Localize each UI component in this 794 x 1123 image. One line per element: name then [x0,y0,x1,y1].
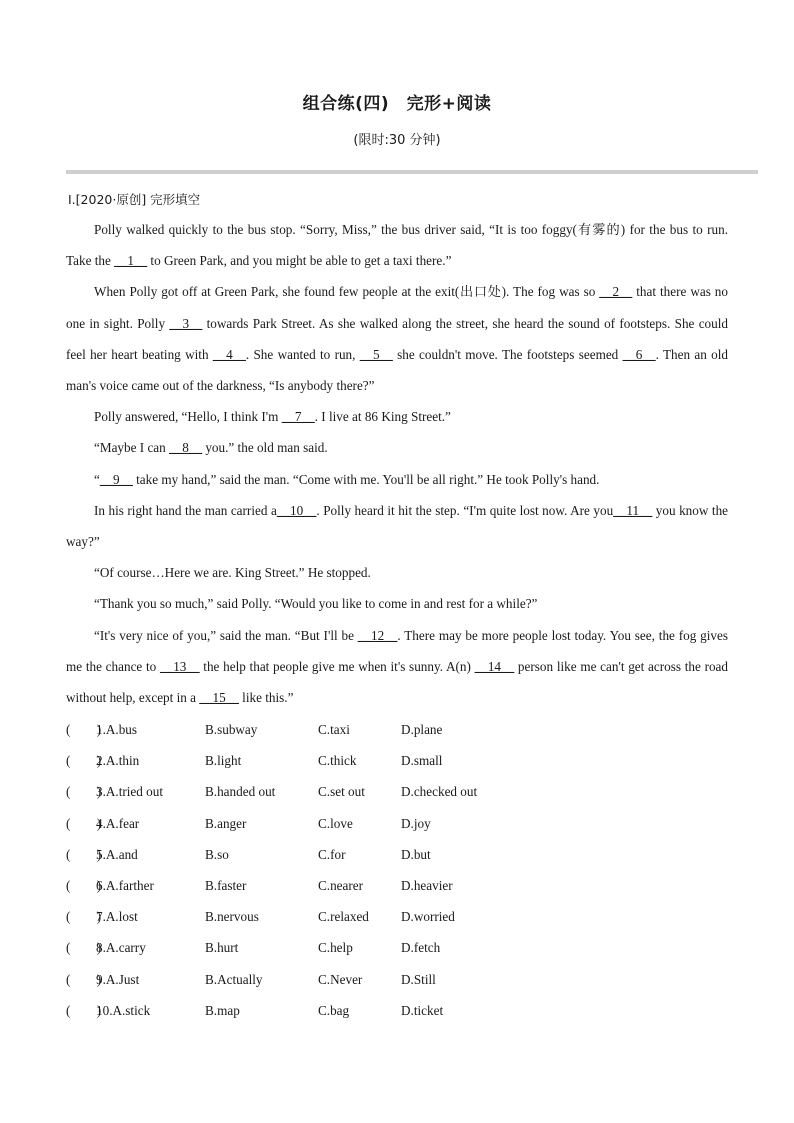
option-b[interactable]: B.map [205,1002,240,1018]
passage-text: take my hand,” said the man. “Come with me. You'll be all right.” He took Polly's hand. [132,471,600,487]
question-row [66,714,666,745]
answer-bracket[interactable]: ( ) [66,940,102,956]
answer-blank[interactable]: __2__ [599,284,633,300]
option-b[interactable]: B.so [205,846,229,862]
answer-blank[interactable]: __11__ [613,502,653,518]
passage-text: “It's very nice of you,” said the man. “But I'll be [94,627,358,643]
option-c[interactable]: C.love [318,815,353,831]
answer-bracket[interactable]: ( ) [66,909,102,925]
option-a[interactable]: 6.A.farther [96,877,154,893]
option-b[interactable]: B.faster [205,877,247,893]
option-d[interactable]: D.ticket [401,1002,444,1018]
passage-text: towards Park Street. As she walked along the street, she heard the sound of footsteps. She could feel her heart beating with [66,315,728,362]
passage-text: she couldn't move. The footsteps seemed [392,346,623,362]
passage-text: “Maybe I can [94,440,170,456]
question-row [66,870,666,901]
option-a[interactable]: 7.A.lost [96,909,138,925]
question-row [66,839,666,870]
question-row [66,995,666,1026]
option-a[interactable]: 5.A.and [96,846,138,862]
passage-text: . I live at 86 King Street.” [314,409,451,425]
option-c[interactable]: C.nearer [318,877,364,893]
question-row [66,964,666,995]
answer-blank[interactable]: __12__ [357,627,398,643]
answer-bracket[interactable]: ( ) [66,877,102,893]
option-d[interactable]: D.plane [401,722,443,737]
answer-blank[interactable]: __14__ [474,658,515,674]
option-b[interactable]: B.light [205,753,242,769]
answer-bracket[interactable]: ( ) [66,753,102,769]
passage-text: Polly answered, “Hello, I think I'm [94,409,282,425]
passage-paragraph [66,464,728,495]
passage-text: to Green Park, and you might be able to get a taxi there.” [147,253,452,269]
passage-paragraph [66,214,728,276]
passage-text: Polly walked quickly to the bus stop. “Sorry, Miss,” the bus driver said, “It is too foggy(有雾的) for the bus to run. Take the [66,222,728,269]
option-b[interactable]: B.handed out [205,784,276,800]
option-c[interactable]: C.thick [318,753,357,769]
answer-blank[interactable]: __9__ [99,471,133,487]
answer-bracket[interactable]: ( ) [66,1002,102,1018]
option-a[interactable]: 9.A.Just [96,971,140,987]
question-row [66,932,666,963]
passage-text: In his right hand the man carried a [94,502,277,518]
passage-paragraph [66,557,728,588]
cloze-passage [66,214,728,713]
option-d[interactable]: D.fetch [401,940,441,956]
option-d[interactable]: D.but [401,846,431,862]
passage-paragraph [66,432,728,463]
option-c[interactable]: C.bag [318,1002,350,1018]
answer-blank[interactable]: __6__ [622,346,656,362]
question-row [66,776,666,807]
answer-bracket[interactable]: ( ) [66,971,102,987]
question-row [66,901,666,932]
option-d[interactable]: D.Still [401,971,436,987]
answer-bracket[interactable]: ( ) [66,722,102,737]
passage-text: you.” the old man said. [202,440,328,456]
option-a[interactable]: 2.A.thin [96,753,140,769]
option-c[interactable]: C.help [318,940,353,956]
option-c[interactable]: C.for [318,846,346,862]
question-row [66,745,666,776]
answer-blank[interactable]: __4__ [212,346,246,362]
answer-blank[interactable]: __5__ [359,346,393,362]
passage-text: . She wanted to run, [245,346,360,362]
answer-blank[interactable]: __3__ [169,315,203,331]
passage-paragraph [66,495,728,557]
passage-text: . Polly heard it hit the step. “I'm quite lost now. Are you [316,502,614,518]
option-a[interactable]: 3.A.tried out [96,784,164,800]
option-b[interactable]: B.nervous [205,909,259,925]
option-a[interactable]: 4.A.fear [96,815,140,831]
option-c[interactable]: C.taxi [318,722,350,737]
passage-text: you know the way?” [66,502,729,550]
time-limit: (限时:30 分钟) [353,133,441,148]
option-a[interactable]: 10.A.stick [96,1002,151,1018]
option-d[interactable]: D.joy [401,815,431,831]
option-b[interactable]: B.hurt [205,940,239,956]
passage-text: When Polly got off at Green Park, she found few people at the exit(出口处). The fog was so [94,284,600,300]
passage-paragraph [66,276,728,401]
option-d[interactable]: D.worried [401,909,455,925]
answer-blank[interactable]: __13__ [160,658,200,674]
section-heading: Ⅰ.[2020·原创] 完形填空 [68,192,201,207]
passage-text: “Thank you so much,” said Polly. “Would you like to come in and rest for a while?” [94,596,538,612]
answer-blank[interactable]: __8__ [169,440,203,456]
passage-text: “Of course…Here we are. King Street.” He stopped. [94,565,371,581]
passage-paragraph [66,588,728,619]
answer-blank[interactable]: __1__ [114,253,148,269]
option-d[interactable]: D.small [401,753,443,769]
passage-text: . Then an old man's voice came out of the darkness, “Is anybody there?” [66,346,729,394]
answer-blank[interactable]: __15__ [199,690,239,706]
header-divider [66,170,758,174]
option-b[interactable]: B.anger [205,815,247,831]
passage-paragraph [66,401,728,432]
page-title: 组合练(四) 完形+阅读 [302,94,492,114]
passage-text: the help that people give me when it's sunny. A(n) [199,658,475,674]
answer-options [66,714,666,1026]
option-c[interactable]: C.relaxed [318,909,369,925]
passage-text: person like me can't get across the road without help, except in a [66,658,729,706]
answer-bracket[interactable]: ( ) [66,815,102,831]
option-d[interactable]: D.heavier [401,877,453,893]
answer-bracket[interactable]: ( ) [66,784,102,800]
option-a[interactable]: 8.A.carry [96,940,146,956]
option-d[interactable]: D.checked out [401,784,478,800]
passage-text: like this.” [238,690,294,706]
option-c[interactable]: C.set out [318,784,365,800]
passage-paragraph [66,620,728,714]
option-b[interactable]: B.subway [205,722,258,737]
passage-text: “ [94,471,100,487]
answer-bracket[interactable]: ( ) [66,846,102,862]
passage-text: . There may be more people lost today. You see, the fog gives me the chance to [66,627,728,674]
answer-blank[interactable]: __7__ [281,409,315,425]
answer-blank[interactable]: __10__ [276,502,317,518]
option-a[interactable]: 1.A.bus [96,722,138,737]
option-c[interactable]: C.Never [318,971,363,987]
passage-text: that there was no one in sight. Polly [66,284,728,331]
option-b[interactable]: B.Actually [205,971,263,987]
question-row [66,808,666,839]
